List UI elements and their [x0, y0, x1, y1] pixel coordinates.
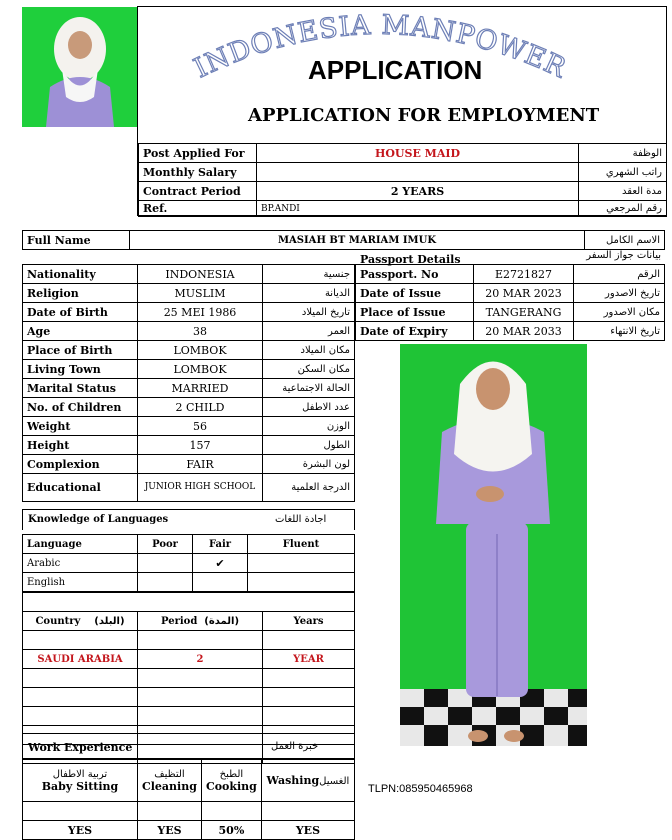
lang-poor	[138, 573, 193, 592]
phone-number: TLPN:085950465968	[368, 783, 473, 795]
personal-ar: الديانة	[263, 284, 355, 303]
contract-value: 2 YEARS	[257, 182, 579, 201]
lang-poor	[138, 554, 193, 573]
blank-row	[23, 593, 355, 612]
passport-ar: الرقم	[574, 265, 665, 284]
passport-value: 20 MAR 2033	[474, 322, 574, 341]
personal-value: 25 MEI 1986	[138, 303, 263, 322]
contract-ar: مدة العقد	[579, 182, 667, 201]
checkered-floor	[400, 689, 587, 746]
blank-cell	[138, 707, 263, 726]
languages-title-row	[22, 509, 355, 530]
work-experience-row	[22, 733, 355, 759]
blank-cell	[23, 707, 138, 726]
blank-cell	[263, 631, 355, 650]
lang-header: Fair	[193, 535, 248, 554]
post-value: HOUSE MAID	[257, 144, 579, 163]
lang-fluent	[248, 554, 355, 573]
ref-ar: رقم المرجعي	[579, 201, 667, 217]
personal-ar: تاريخ الميلاد	[263, 303, 355, 322]
salary-ar: راتب الشهري	[579, 163, 667, 182]
lang-header: Language	[23, 535, 138, 554]
skill-label: Cleaning	[142, 779, 197, 793]
exp-years-header: Years	[263, 612, 355, 631]
salary-value	[257, 163, 579, 182]
post-ar: الوظفة	[579, 144, 667, 163]
blank-cell	[23, 802, 138, 821]
lang-fluent	[248, 573, 355, 592]
lang-fair	[193, 573, 248, 592]
passport-label: Passport. No	[356, 265, 474, 284]
skill-ar: التظيف	[154, 768, 185, 780]
passport-value: E2721827	[474, 265, 574, 284]
passport-label: Date of Issue	[356, 284, 474, 303]
personal-value: JUNIOR HIGH SCHOOL	[138, 474, 263, 502]
exp-period-label: Period	[160, 615, 198, 627]
personal-ar: الدرجة العلمية	[263, 474, 355, 502]
svg-text:INDONESIA MANPOWER: INDONESIA MANPOWER	[189, 9, 572, 85]
page-title: APPLICATION	[308, 55, 483, 85]
personal-ar: مكان الميلاد	[263, 341, 355, 360]
passport-label: Place of Issue	[356, 303, 474, 322]
exp-country-ar: (البلد)	[94, 615, 125, 627]
skill-value: 50%	[201, 821, 261, 840]
personal-ar: الوزن	[263, 417, 355, 436]
passport-ar: تاريخ الاصدور	[574, 284, 665, 303]
blank-cell	[261, 802, 354, 821]
skill-ar: تربية الاطفال	[52, 768, 108, 780]
page-subtitle: APPLICATION FOR EMPLOYMENT	[248, 105, 600, 126]
personal-value: LOMBOK	[138, 341, 263, 360]
languages-table	[22, 534, 355, 592]
passport-value: TANGERANG	[474, 303, 574, 322]
languages-title-ar: اجادة اللغات	[275, 514, 327, 525]
lang-header: Poor	[138, 535, 193, 554]
post-table	[138, 143, 667, 217]
skill-cell	[138, 760, 202, 802]
header-box	[137, 6, 667, 216]
lang-header: Fluent	[248, 535, 355, 554]
exp-period-ar: (المدة)	[204, 615, 240, 627]
portrait-photo-full	[400, 344, 587, 746]
passport-title: Passport Details	[360, 253, 461, 266]
blank-cell	[263, 669, 355, 688]
blank-cell	[138, 631, 263, 650]
lang-name: Arabic	[23, 554, 138, 573]
skill-cell	[23, 760, 138, 802]
personal-ar: العمر	[263, 322, 355, 341]
post-label: Post Applied For	[139, 144, 257, 163]
skill-label: Washing	[266, 774, 320, 787]
blank-cell	[201, 802, 261, 821]
work-experience-title: Work Experience	[28, 741, 133, 754]
personal-label: Nationality	[23, 265, 138, 284]
skill-value: YES	[23, 821, 138, 840]
ref-label: Ref.	[139, 201, 257, 217]
skill-cell	[261, 760, 354, 802]
personal-label: Date of Birth	[23, 303, 138, 322]
skill-cell	[201, 760, 261, 802]
blank-cell	[138, 802, 202, 821]
exp-period: 2	[138, 650, 263, 669]
personal-label: Living Town	[23, 360, 138, 379]
lang-name: English	[23, 573, 138, 592]
personal-value: 38	[138, 322, 263, 341]
personal-value: INDONESIA	[138, 265, 263, 284]
blank-cell	[23, 688, 138, 707]
skill-value: YES	[138, 821, 202, 840]
languages-title: Knowledge of Languages	[28, 514, 169, 525]
passport-ar: مكان الاصدور	[574, 303, 665, 322]
personal-value: 56	[138, 417, 263, 436]
passport-ar: تاريخ الانتهاء	[574, 322, 665, 341]
personal-value: MARRIED	[138, 379, 263, 398]
personal-label: Place of Birth	[23, 341, 138, 360]
full-name-label: Full Name	[23, 231, 130, 250]
blank-cell	[263, 688, 355, 707]
personal-ar: الحالة الاجتماعية	[263, 379, 355, 398]
personal-rows	[23, 265, 355, 502]
full-name-ar: الاسم الكامل	[585, 231, 665, 250]
passport-title-ar: بيانات جواز السفر	[586, 250, 661, 261]
exp-period-header	[138, 612, 263, 631]
exp-years: YEAR	[263, 650, 355, 669]
personal-value: LOMBOK	[138, 360, 263, 379]
personal-value: 157	[138, 436, 263, 455]
personal-label: Height	[23, 436, 138, 455]
full-body-figure	[400, 344, 587, 746]
exp-country-header	[23, 612, 138, 631]
skill-ar: الغسيل	[319, 776, 350, 787]
ref-value: BP.ANDI	[257, 201, 579, 217]
skill-label: Baby Sitting	[41, 779, 119, 793]
passport-value: 20 MAR 2023	[474, 284, 574, 303]
personal-value: MUSLIM	[138, 284, 263, 303]
personal-label: Marital Status	[23, 379, 138, 398]
personal-label: Age	[23, 322, 138, 341]
passport-label: Date of Expiry	[356, 322, 474, 341]
personal-label: Religion	[23, 284, 138, 303]
personal-label: Educational	[23, 474, 138, 502]
lang-fair: ✔	[193, 554, 248, 573]
personal-ar: لون البشرة	[263, 455, 355, 474]
blank-cell	[263, 707, 355, 726]
work-experience-ar: خبرة العمل	[271, 741, 319, 752]
passport-table	[355, 264, 665, 341]
skill-ar: الطبخ	[219, 768, 244, 780]
exp-country: SAUDI ARABIA	[23, 650, 138, 669]
personal-value: FAIR	[138, 455, 263, 474]
personal-label: Complexion	[23, 455, 138, 474]
personal-ar: الطول	[263, 436, 355, 455]
personal-label: Weight	[23, 417, 138, 436]
skill-label: Cooking	[205, 779, 257, 793]
exp-country-label: Country	[35, 615, 81, 627]
personal-ar: جنسية	[263, 265, 355, 284]
full-name-row	[22, 230, 665, 250]
personal-label: No. of Children	[23, 398, 138, 417]
blank-cell	[138, 688, 263, 707]
blank-cell	[138, 669, 263, 688]
personal-ar: مكان السكن	[263, 360, 355, 379]
portrait-figure-small	[22, 7, 137, 127]
personal-table	[22, 264, 355, 502]
portrait-photo-small	[22, 7, 137, 127]
blank-cell	[23, 631, 138, 650]
personal-ar: عدد الاطفل	[263, 398, 355, 417]
full-name-value: MASIAH BT MARIAM IMUK	[130, 231, 585, 250]
passport-header	[355, 248, 665, 264]
personal-value: 2 CHILD	[138, 398, 263, 417]
contract-label: Contract Period	[139, 182, 257, 201]
blank-cell	[23, 669, 138, 688]
skill-value: YES	[261, 821, 354, 840]
salary-label: Monthly Salary	[139, 163, 257, 182]
